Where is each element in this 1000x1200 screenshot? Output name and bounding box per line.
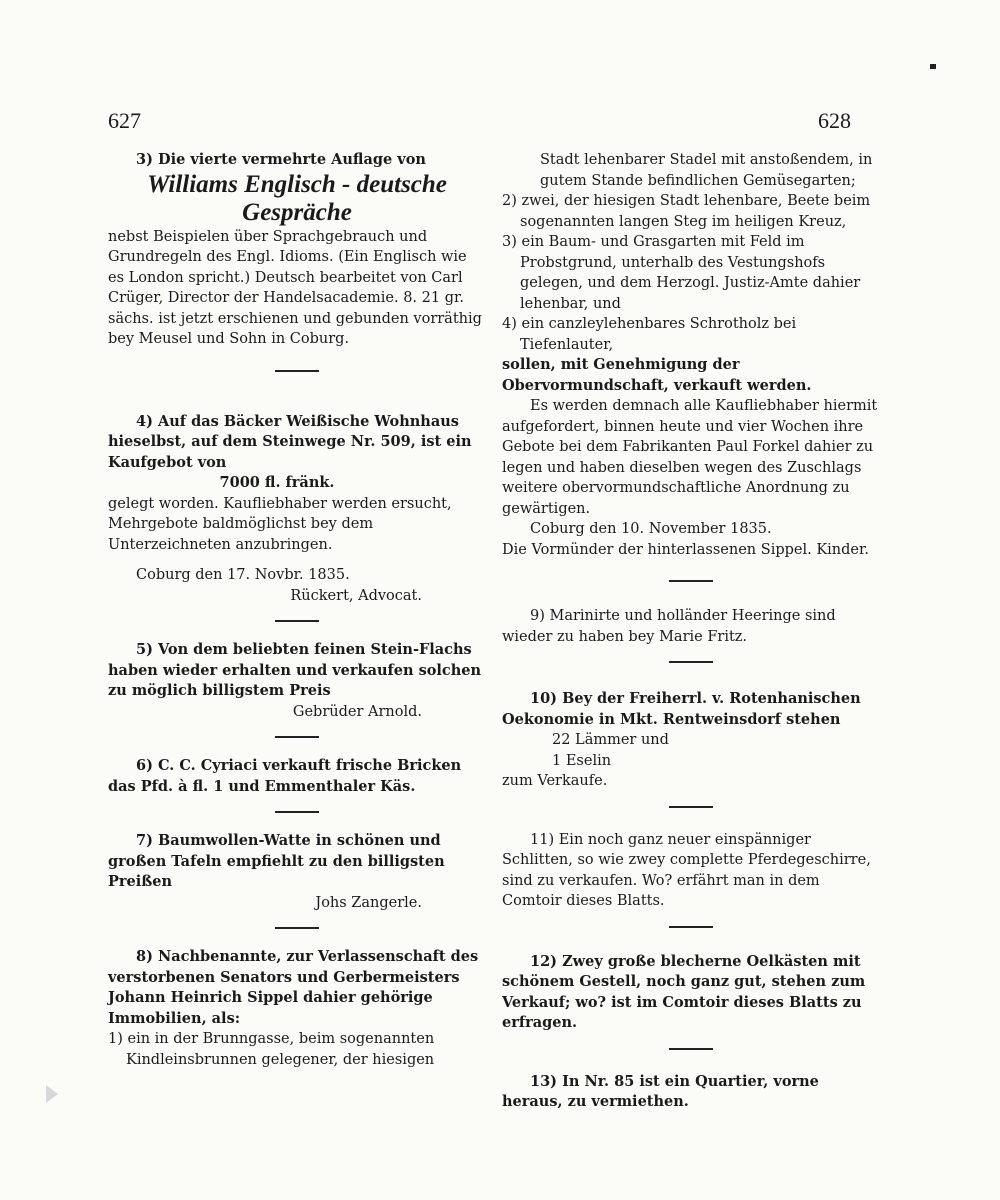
ad-10-body: 10) Bey der Freiherrl. v. Rotenhanischen Oekonomie in Mkt. Rentweinsdorf stehen: [502, 690, 861, 728]
separator: [669, 661, 713, 663]
ad-3-book-title-line1: Williams Englisch - deutsche: [147, 170, 447, 198]
separator: [275, 736, 319, 738]
ad-4-body: 4) Auf das Bäcker Weißische Wohnhaus hieselbst, auf dem Steinwege Nr. 509, ist ein Kaufgebot von: [108, 412, 472, 471]
ad-7-body: 7) Baumwollen-Watte in schönen und großen Tafeln empfiehlt zu den billigsten Preißen: [108, 832, 445, 890]
advertisement-3: [108, 150, 486, 350]
ad-8-body-2: Es werden demnach alle Kaufliebhaber hiermit aufgefordert, binnen heute und vier Wochen ihre Gebote bei dem Fabrikanten Paul Forkel dahier zu legen und haben dieselben wegen des Zuschlags weitere obervormundschaftliche Anordnung zu gewärtigen.: [502, 398, 878, 517]
separator: [275, 620, 319, 622]
ad-3-intro: 3) Die vierte vermehrte Auflage von: [136, 151, 426, 168]
ad-6-body: 6) C. C. Cyriaci verkauft frische Bricken das Pfd. à fl. 1 und Emmenthaler Käs.: [108, 757, 462, 795]
ad-8-body: 8) Nachbenannte, zur Verlassenschaft des verstorbenen Senators und Gerbermeisters Johann Heinrich Sippel dahier gehörige Immobilien, als:: [108, 948, 479, 1027]
ad-4-signature: Rückert, Advocat.: [290, 587, 422, 604]
ad-3-book-title-line2: Gespräche: [242, 198, 352, 226]
advertisement-7: [108, 831, 486, 913]
ad-10-closing: zum Verkaufe.: [502, 773, 608, 789]
advertisement-10: [502, 689, 880, 792]
ad-11-body: 11) Ein noch ganz neuer einspänniger Schlitten, so wie zwey complette Pferdegeschirre, sind zu verkaufen. Wo? erfährt man in dem Comtoir dieses Blatts.: [502, 831, 871, 909]
ad-5-signature: Gebrüder Arnold.: [292, 703, 422, 720]
ink-dot: [930, 64, 936, 69]
ad-8-item-1-continued: Stadt lehenbarer Stadel mit anstoßendem, in gutem Stande befindlichen Gemüsegarten;: [540, 152, 873, 189]
advertisement-8: [108, 947, 486, 1070]
ad-3-body: nebst Beispielen über Sprachgebrauch und Grundregeln des Engl. Idioms. (Ein Englisch wie es London spricht.) Deutsch bearbeitet von Carl Crüger, Director der Handelsacademie. 8. 21 gr. sächs. ist jetzt erschienen und gebunden vorräthig bey Meusel und Sohn in Coburg.: [108, 228, 482, 347]
separator: [275, 927, 319, 929]
ad-8-signature: Die Vormünder der hinterlassenen Sippel. Kinder.: [502, 541, 869, 558]
page-number-right: 628: [818, 108, 851, 133]
ad-4-body-2: gelegt worden. Kaufliebhaber werden ersucht, Mehrgebote baldmöglichst bey dem Unterzeichneten anzubringen.: [108, 495, 452, 553]
ad-5-body: 5) Von dem beliebten feinen Stein-Flachs haben wieder erhalten und verkaufen solchen zu möglich billigstem Preis: [108, 641, 482, 699]
advertisement-6: [108, 756, 486, 797]
separator: [275, 811, 319, 813]
ad-9-body: 9) Marinirte und holländer Heeringe sind wieder zu haben bey Marie Fritz.: [502, 608, 836, 645]
separator: [669, 580, 713, 582]
advertisement-5: [108, 640, 486, 722]
separator: [669, 806, 713, 808]
right-column: [502, 150, 880, 1113]
ad-8-item-4: 4) ein canzleylehenbares Schrotholz bei Tiefenlauter,: [502, 316, 797, 353]
ad-8-item-3: 3) ein Baum- und Grasgarten mit Feld im Probstgrund, unterhalb des Vestungshofs gelegen, und dem Herzogl. Justiz-Amte dahier lehenbar, und: [502, 234, 861, 312]
ad-7-signature: Johs Zangerle.: [315, 894, 422, 911]
advertisement-11: [502, 830, 880, 912]
ad-8-item-2: 2) zwei, der hiesigen Stadt lehenbare, Beete beim sogenannten langen Steg im heiligen Kreuz,: [502, 193, 871, 230]
separator: [275, 370, 319, 372]
advertisement-8-continued: [502, 150, 880, 560]
ad-12-body: 12) Zwey große blecherne Oelkästen mit schönem Gestell, noch ganz gut, stehen zum Verkauf; wo? ist im Comtoir dieses Blatts zu erfragen.: [502, 952, 866, 1031]
ad-4-price: 7000 fl. fränk.: [219, 474, 335, 491]
advertisement-4: [108, 412, 486, 607]
advertisement-13: [502, 1072, 880, 1113]
ad-8-date: Coburg den 10. November 1835.: [530, 521, 772, 537]
advertisement-9: [502, 606, 880, 647]
ad-4-date: Coburg den 17. Novbr. 1835.: [136, 567, 350, 583]
page-number-left: 627: [108, 108, 141, 133]
ad-8-item-1: 1) ein in der Brunngasse, beim sogenannten Kindleinsbrunnen gelegener, der hiesigen: [108, 1031, 435, 1068]
separator: [669, 926, 713, 928]
advertisement-12: [502, 952, 880, 1034]
ad-10-item-2: 1 Eselin: [552, 752, 612, 769]
separator: [669, 1048, 713, 1050]
scan-artifact-mark: [46, 1085, 58, 1103]
ad-8-body-continued: sollen, mit Genehmigung der Obervormundschaft, verkauft werden.: [502, 356, 812, 394]
ad-13-body: 13) In Nr. 85 ist ein Quartier, vorne heraus, zu vermiethen.: [502, 1072, 819, 1110]
ad-10-item-1: 22 Lämmer und: [552, 732, 669, 748]
left-column: [108, 150, 486, 1070]
